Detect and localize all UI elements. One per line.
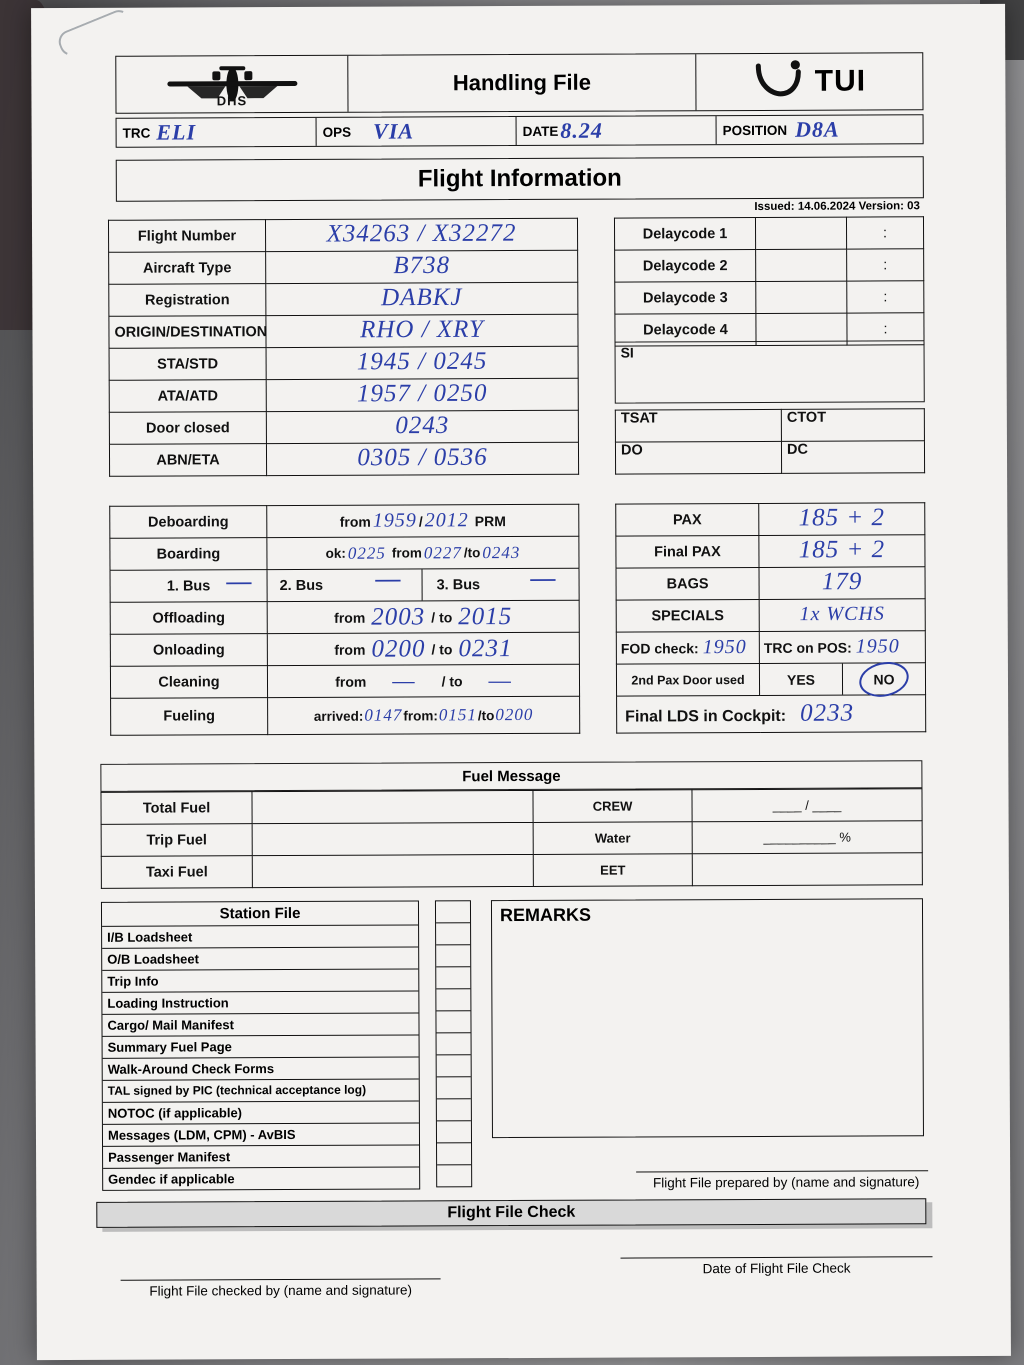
station-file-item[interactable]: I/B Loadsheet: [102, 925, 418, 948]
station-file-checkbox[interactable]: [436, 945, 470, 967]
bus-3-label: 3. Bus: [436, 576, 481, 593]
eet-value[interactable]: [692, 853, 922, 886]
delaycode-3-code[interactable]: [756, 281, 847, 313]
station-file-title: Station File: [102, 901, 418, 926]
registration-label: Registration: [109, 284, 266, 317]
table-row: [110, 536, 579, 570]
fueling-from-value: 0151: [438, 705, 477, 725]
deboarding-label: Deboarding: [110, 506, 267, 539]
si-box[interactable]: [615, 340, 925, 403]
station-file-item[interactable]: TAL signed by PIC (technical acceptance log): [103, 1079, 419, 1102]
fueling-to-value: 0200: [495, 704, 534, 725]
dhs-logo: [116, 56, 348, 113]
fueling-from-label: from:: [403, 707, 438, 724]
table-row: [109, 378, 578, 412]
specials-handwriting: 1x WCHS: [799, 602, 885, 625]
bus-1-label: 1. Bus: [166, 577, 211, 595]
sta-std-value[interactable]: [266, 346, 578, 379]
table-row: [615, 281, 924, 314]
checked-by-line: [121, 1278, 441, 1280]
sta-std-handwriting: 1945 / 0245: [356, 347, 488, 375]
water-label: Water: [533, 822, 692, 855]
bus-1-value: —: [226, 568, 253, 596]
table-row: [101, 853, 922, 889]
pax-label: PAX: [616, 503, 759, 536]
tui-brand-text: TUI: [814, 64, 867, 98]
ops-label: OPS: [322, 124, 352, 140]
abn-eta-label: ABN/ETA: [109, 444, 266, 477]
offloading-value[interactable]: [267, 600, 579, 633]
tui-smile-icon: [753, 60, 805, 104]
si-label: SI: [620, 344, 634, 361]
trc-on-pos-field[interactable]: [759, 631, 925, 664]
final-pax-value[interactable]: [759, 535, 925, 568]
aircraft-type-handwriting: B738: [393, 251, 451, 279]
station-file-checkbox[interactable]: [437, 1077, 471, 1099]
ata-atd-label: ATA/ATD: [109, 380, 266, 413]
table-row: [101, 789, 922, 825]
table-row: [101, 821, 922, 857]
offloading-from-value: 2003: [371, 602, 426, 631]
onloading-to-value: 0231: [458, 634, 513, 662]
table-row: [111, 696, 580, 735]
trc-value: ELI: [156, 119, 197, 145]
registration-handwriting: DABKJ: [381, 283, 463, 311]
station-file-checkbox[interactable]: [436, 967, 470, 989]
table-row: [615, 441, 924, 474]
flight-information-table: [108, 218, 579, 477]
bus-2-label: 2. Bus: [279, 577, 324, 594]
remarks-box[interactable]: [491, 898, 924, 1138]
onloading-from-value: 0200: [371, 634, 426, 663]
boarding-label: Boarding: [110, 538, 267, 571]
delaycode-3-label: Delaycode 3: [615, 281, 756, 314]
taxi-fuel-value[interactable]: [252, 854, 533, 887]
second-pax-door-no-label: NO: [873, 670, 895, 687]
delaycode-1-code[interactable]: [755, 217, 846, 249]
delaycode-1-label: Delaycode 1: [614, 217, 755, 250]
ops-field[interactable]: [317, 117, 517, 146]
table-row: [616, 567, 925, 600]
onloading-label: Onloading: [110, 634, 267, 667]
ground-handling-table: [109, 504, 580, 736]
station-file-box: [101, 900, 420, 1190]
prepared-by-line: [636, 1170, 928, 1172]
boarding-ok-label: ok:: [325, 545, 346, 561]
final-lds-field[interactable]: [617, 695, 926, 733]
handling-file-paper: [31, 4, 1011, 1360]
station-file-item[interactable]: Cargo/ Mail Manifest: [102, 1013, 418, 1036]
date-field[interactable]: [517, 116, 717, 145]
offloading-from-label: from: [334, 609, 366, 626]
station-file-item[interactable]: Summary Fuel Page: [103, 1035, 419, 1058]
station-file-item[interactable]: NOTOC (if applicable): [103, 1101, 419, 1124]
fod-check-field[interactable]: [616, 631, 759, 664]
abn-eta-handwriting: 0305 / 0536: [357, 443, 488, 471]
fueling-value[interactable]: [268, 696, 580, 734]
date-label: DATE: [522, 123, 559, 139]
pax-handwriting: 185 + 2: [798, 503, 886, 531]
door-closed-value[interactable]: [266, 410, 578, 443]
cleaning-label: Cleaning: [110, 666, 267, 699]
station-file-item[interactable]: Trip Info: [102, 969, 418, 992]
table-row: [616, 599, 925, 632]
table-row: [616, 535, 925, 568]
table-row: [108, 218, 577, 252]
ata-atd-handwriting: 1957 / 0250: [356, 379, 488, 407]
cleaning-value[interactable]: [267, 664, 579, 697]
deboarding-value[interactable]: from 1959 / 2012 PRM: [267, 504, 579, 537]
registration-value[interactable]: [266, 282, 578, 315]
dc-field[interactable]: DC: [781, 441, 924, 474]
table-row: [109, 346, 578, 380]
station-file-checkbox[interactable]: [437, 1121, 471, 1143]
second-pax-door-label: 2nd Pax Door used: [616, 663, 759, 696]
bags-value[interactable]: [759, 567, 925, 600]
deboarding-to-value: 2012: [424, 509, 469, 532]
delaycode-2-time[interactable]: :: [847, 249, 924, 281]
offloading-to-label: / to: [431, 608, 453, 625]
station-file-checkbox[interactable]: [437, 1099, 471, 1121]
aircraft-type-label: Aircraft Type: [109, 252, 266, 285]
checked-by-label: Flight File checked by (name and signature): [149, 1282, 412, 1299]
pax-value[interactable]: [759, 503, 925, 536]
delaycode-2-code[interactable]: [756, 249, 847, 281]
date-value: 8.24: [560, 117, 603, 143]
water-value[interactable]: __________ %: [692, 821, 922, 854]
station-file-checkbox[interactable]: [436, 989, 470, 1011]
ops-value: VIA: [373, 118, 415, 144]
delaycode-1-time[interactable]: :: [846, 217, 923, 249]
pax-table: [615, 502, 926, 733]
issued-version: Issued: 14.06.2024 Version: 03: [754, 200, 920, 213]
station-file-checkbox[interactable]: [436, 1011, 470, 1033]
trc-on-pos-value: 1950: [855, 635, 900, 658]
bus-1[interactable]: [110, 570, 267, 603]
deboarding-prm-label: PRM: [474, 512, 506, 529]
station-file-checkbox-column: [435, 900, 472, 1187]
station-file-item[interactable]: Walk-Around Check Forms: [103, 1057, 419, 1080]
fueling-arrived-value: 0147: [364, 705, 403, 725]
table-row: [616, 631, 925, 664]
trc-field[interactable]: [117, 118, 317, 147]
trip-fuel-label: Trip Fuel: [101, 824, 252, 857]
station-file-checkbox[interactable]: [436, 901, 470, 923]
offloading-to-value: 2015: [458, 602, 513, 630]
cleaning-to-label: / to: [441, 672, 463, 689]
crew-value[interactable]: ____ / ____: [692, 789, 922, 822]
sta-std-label: STA/STD: [109, 348, 266, 381]
delaycode-table: [614, 216, 925, 346]
fod-check-label: FOD check:: [620, 640, 699, 657]
boarding-to-label: /to: [463, 545, 481, 561]
boarding-from-label: from: [391, 545, 422, 561]
ata-atd-value[interactable]: [266, 378, 578, 411]
flight-number-value[interactable]: [265, 218, 577, 251]
eet-label: EET: [533, 854, 692, 887]
station-file-item[interactable]: O/B Loadsheet: [102, 947, 418, 970]
station-file-checkbox[interactable]: [437, 1165, 471, 1186]
station-file-item[interactable]: Passenger Manifest: [103, 1145, 419, 1168]
fuel-message-table: [100, 788, 922, 889]
origin-destination-handwriting: RHO / XRY: [359, 315, 484, 343]
door-closed-handwriting: 0243: [395, 411, 450, 439]
boarding-ok-value: 0225: [347, 543, 386, 563]
door-closed-label: Door closed: [109, 412, 266, 445]
tsat-ctot-table: [615, 408, 925, 474]
table-row: [615, 249, 924, 282]
station-file-checkbox[interactable]: [437, 1033, 471, 1055]
total-fuel-label: Total Fuel: [101, 792, 252, 825]
taxi-fuel-label: Taxi Fuel: [101, 856, 252, 889]
flight-file-check-banner: Flight File Check: [96, 1198, 926, 1228]
delaycode-3-time[interactable]: :: [847, 281, 924, 313]
table-row: [110, 568, 579, 602]
table-row: [109, 314, 578, 348]
table-row: [109, 410, 578, 444]
station-file-item[interactable]: Loading Instruction: [102, 991, 418, 1014]
trc-label: TRC: [122, 125, 151, 141]
tui-logo: [696, 53, 922, 110]
boarding-to-value: 0243: [482, 542, 521, 562]
final-lds-value: 0233: [800, 699, 855, 727]
cleaning-from-value: —: [392, 666, 416, 695]
bags-handwriting: 179: [821, 567, 863, 595]
origin-destination-label: ORIGIN/DESTINATION: [109, 316, 266, 349]
table-row: [616, 663, 925, 696]
specials-value[interactable]: [759, 599, 925, 632]
form-sheet: [31, 4, 1011, 1360]
bus-group: [267, 564, 579, 601]
table-row: [109, 282, 578, 316]
specials-label: SPECIALS: [616, 599, 759, 632]
table-row: [614, 217, 923, 250]
onloading-value[interactable]: [267, 632, 579, 665]
second-pax-door-no[interactable]: [843, 663, 925, 694]
header-title: Handling File: [348, 54, 696, 112]
prepared-by-label: Flight File prepared by (name and signature): [652, 1174, 920, 1191]
station-file-checkbox[interactable]: [437, 1055, 471, 1077]
delaycode-4-time[interactable]: :: [847, 313, 924, 345]
table-row: [109, 442, 578, 476]
abn-eta-value[interactable]: [266, 442, 578, 475]
boarding-from-value: 0227: [423, 542, 462, 562]
table-row: [616, 503, 925, 536]
remarks-title: REMARKS: [499, 904, 592, 926]
form-header: [115, 52, 923, 114]
delaycode-2-label: Delaycode 2: [615, 249, 756, 282]
trc-on-pos-label: TRC on POS:: [763, 639, 852, 656]
onloading-to-label: / to: [431, 640, 453, 657]
bus-2-value: —: [375, 565, 402, 593]
tsat-field[interactable]: TSAT: [615, 409, 781, 442]
final-pax-label: Final PAX: [616, 535, 759, 568]
flight-number-label: Flight Number: [108, 220, 265, 253]
station-file-item[interactable]: Gendec if applicable: [108, 1171, 235, 1187]
second-pax-door-choice: [759, 663, 925, 696]
table-row: [615, 409, 924, 442]
date-of-check-line: [621, 1256, 933, 1258]
second-pax-door-yes[interactable]: YES: [760, 664, 843, 695]
position-label: POSITION: [722, 122, 788, 138]
cleaning-to-value: —: [488, 666, 512, 694]
station-file-item[interactable]: Messages (LDM, CPM) - AvBIS: [103, 1123, 419, 1146]
station-file-checkbox[interactable]: [436, 923, 470, 945]
bus-2[interactable]: [268, 565, 423, 601]
flight-information-banner: Flight Information: [116, 156, 924, 202]
position-field[interactable]: [717, 115, 923, 144]
table-row: [617, 695, 926, 733]
position-value: D8A: [795, 116, 840, 142]
table-row: [110, 600, 579, 634]
final-pax-handwriting: 185 + 2: [798, 535, 886, 563]
bus-3[interactable]: [423, 564, 579, 601]
station-file-checkbox[interactable]: [437, 1143, 471, 1165]
fod-check-value: 1950: [702, 636, 747, 659]
table-row: [110, 504, 579, 538]
bus-3-value: —: [530, 564, 557, 592]
do-field[interactable]: DO: [615, 441, 781, 474]
crew-label: CREW: [533, 790, 692, 823]
trip-fuel-value[interactable]: [252, 822, 533, 855]
onloading-from-label: from: [334, 641, 366, 658]
table-row: [110, 664, 579, 698]
offloading-label: Offloading: [110, 602, 267, 635]
dhs-logo-text: DHS: [216, 93, 248, 109]
table-row: [110, 632, 579, 666]
aircraft-type-value[interactable]: [266, 250, 578, 283]
ctot-field[interactable]: CTOT: [781, 409, 924, 442]
delaycode-4-label: Delaycode 4: [615, 313, 756, 346]
fueling-to-label: /to: [477, 707, 495, 723]
fuel-message-title: Fuel Message: [100, 760, 922, 792]
cleaning-from-label: from: [335, 673, 367, 690]
final-lds-label: Final LDS in Cockpit:: [625, 707, 787, 726]
trc-row: [116, 114, 924, 148]
deboarding-from-label: from: [339, 513, 371, 530]
flight-number-handwriting: X34263 / X32272: [326, 219, 517, 247]
bags-label: BAGS: [616, 567, 759, 600]
fueling-arrived-label: arrived:: [313, 708, 364, 724]
table-row: [109, 250, 578, 284]
origin-destination-value[interactable]: [266, 314, 578, 347]
fueling-label: Fueling: [111, 698, 268, 736]
total-fuel-value[interactable]: [252, 790, 533, 823]
deboarding-from-value: 1959: [372, 509, 417, 532]
date-of-check-label: Date of Flight File Check: [702, 1260, 851, 1277]
